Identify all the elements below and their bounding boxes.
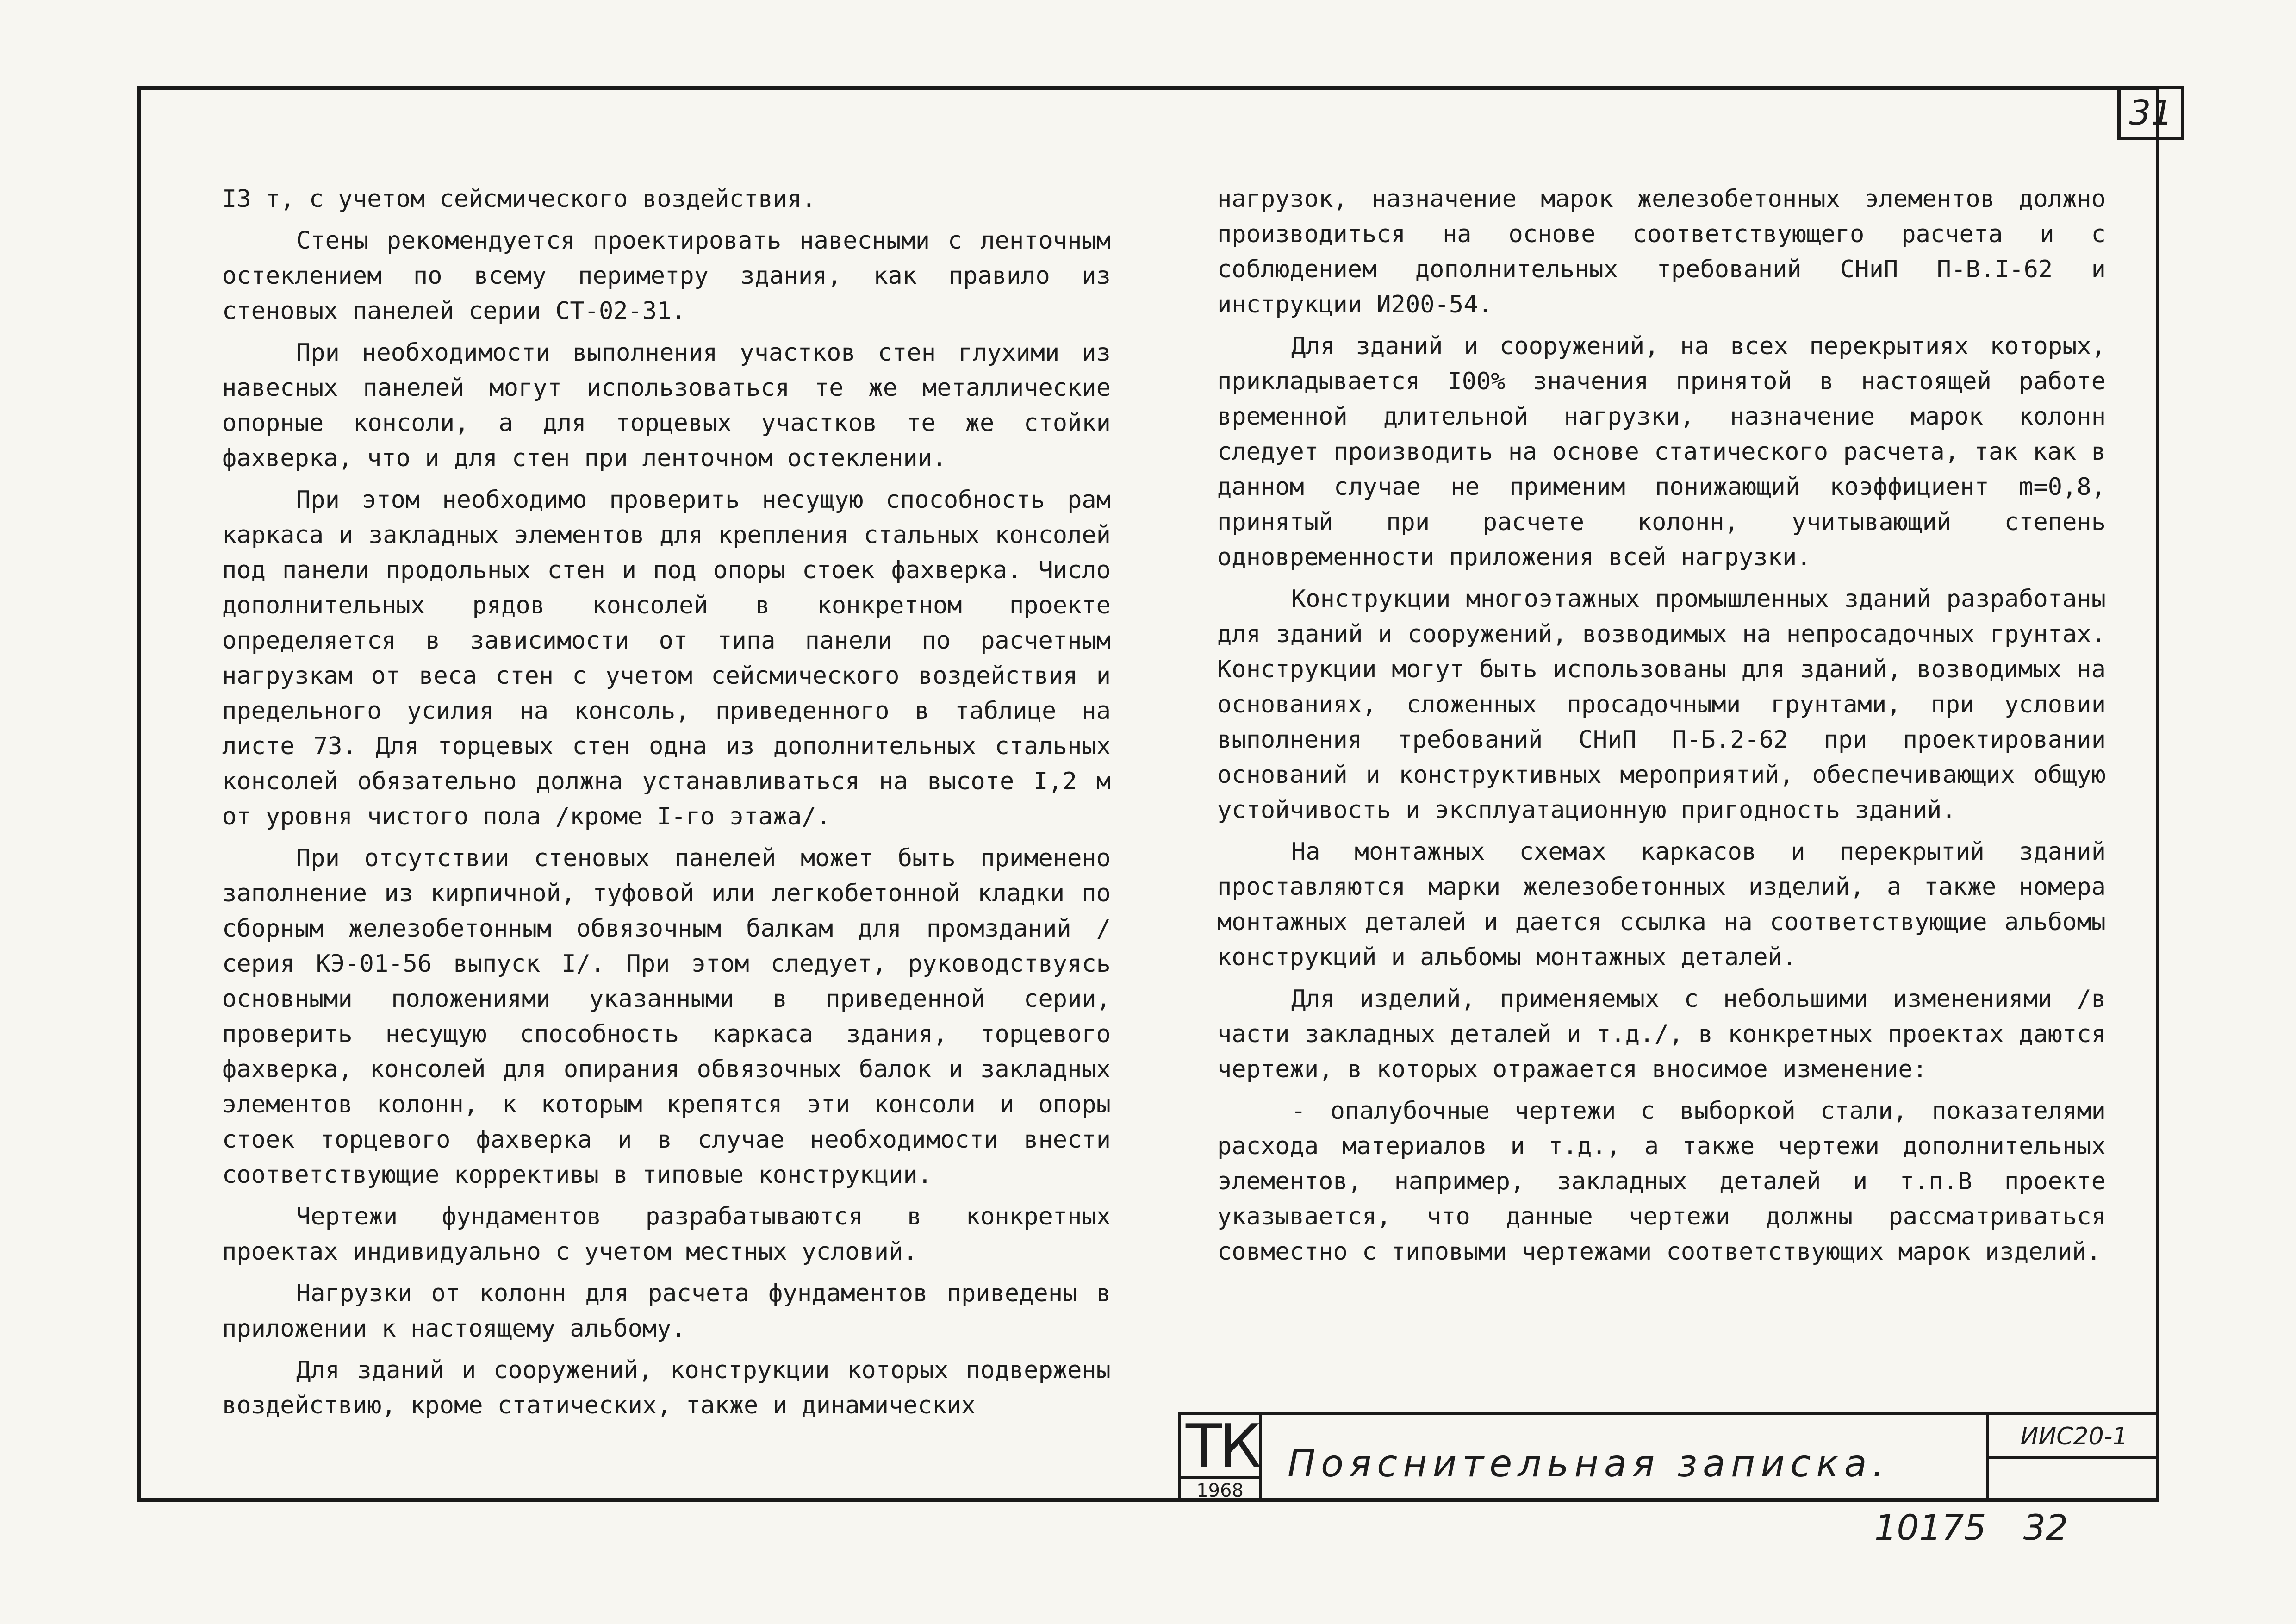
paragraph: - опалубочные чертежи с выборкой стали, показателями расхода материалов и т.д., а также чертежи дополнительных элементов, например, закладных деталей и т.п.В проекте указывается, что данные чертежи должны рассматриваться совместно с типовыми чертежами соответствующих марок изделий. (1217, 1097, 2106, 1266)
right-column (1217, 181, 2106, 1276)
tk-logo: ТК (1186, 1412, 1259, 1481)
paragraph: Для зданий и сооружений, на всех перекрытиях которых, прикладывается I00% значения принятой в настоящей работе временной длительной нагрузки, назначение марок колонн следует производить на основе статического расчета, так как в данном случае не применим понижающий коэффициент m=0,8, принятый при расчете колонн, учитывающий степень одновременности приложения всей нагрузки. (1217, 332, 2106, 571)
paragraph: Нагрузки от колонн для расчета фундаментов приведены в приложении к настоящему альбому. (222, 1280, 1111, 1343)
archive-number: 10175 (1874, 1507, 1986, 1548)
paragraph: При необходимости выполнения участков стен глухими из навесных панелей могут использоваться те же металлические опорные консоли, а для торцевых участков те же стойки фахверка, что и для стен при ленточном остеклении. (222, 339, 1111, 472)
paragraph: При этом необходимо проверить несущую способность рам каркаса и закладных элементов для крепления стальных консолей под панели продольных стен и под опоры стоек фахверка. Число дополнительных рядов консолей в конкретном проекте определяется в зависимости от типа панели по расчетным нагрузкам от веса стен с учетом сейсмического воздействия и предельного усилия на консоль, приведенного в таблице на листе 73. Для торцевых стен одна из дополнительных стальных консолей обязательно должна устанавливаться на высоте I,2 м от уровня чистого пола /кроме I-го этажа/. (222, 486, 1111, 831)
document-title: Пояснительная записка. (1288, 1442, 1890, 1485)
paragraph: Для изделий, применяемых с небольшими изменениями /в части закладных деталей и т.д./, в конкретных проектах даются чертежи, в которых отражается вносимое изменение: (1217, 985, 2106, 1083)
paragraph: I3 т, с учетом сейсмического воздействия. (222, 185, 816, 213)
paragraph: При отсутствии стеновых панелей может быть применено заполнение из кирпичной, туфовой или легкобетонной кладки по сборным железобетонным обвязочным балкам для промзданий /серия КЭ-01-56 выпуск I/. При этом следует, руководствуясь основными положениями указанными в приведенной серии, проверить несущую способность каркаса здания, торцевого фахверка, консолей для опирания обвязочных балок и закладных элементов колонн, к которым крепятся эти консоли и опоры стоек торцевого фахверка и в случае необходимости внести соответствующие коррективы в типовые конструкции. (222, 844, 1111, 1189)
paragraph: нагрузок, назначение марок железобетонных элементов должно производиться на основе соответствующего расчета и с соблюдением дополнительных требований СНиП П-В.I-62 и инструкции И200-54. (1217, 185, 2106, 319)
tk-cell (1181, 1412, 1262, 1502)
title-block (1178, 1412, 2159, 1502)
paragraph: Для зданий и сооружений, конструкции которых подвержены воздействию, кроме статических, также и динамических (222, 1356, 1111, 1419)
series-code: ИИС20-1 (1989, 1420, 2159, 1459)
paragraph: Конструкции многоэтажных промышленных зданий разработаны для зданий и сооружений, возводимых на непросадочных грунтах. Конструкции могут быть использованы для зданий, возводимых на основаниях, сложенных просадочными грунтами, при условии выполнения требований СНиП П-Б.2-62 при проектировании оснований и конструктивных мероприятий, обеспечивающих общую устойчивость и эксплуатационную пригодность зданий. (1217, 585, 2106, 824)
paragraph: Чертежи фундаментов разрабатываются в конкретных проектах индивидуально с учетом местных условий. (222, 1203, 1111, 1266)
left-column (222, 181, 1111, 1430)
sheet-number: 31 (2117, 86, 2184, 140)
paragraph: На монтажных схемах каркасов и перекрытий зданий проставляются марки железобетонных изделий, а также номера монтажных деталей и дается ссылка на соответствующие альбомы конструкций и альбомы монтажных деталей. (1217, 838, 2106, 971)
archive-stamp (1874, 1507, 2068, 1548)
page-number: 32 (2023, 1507, 2068, 1548)
year: 1968 (1181, 1476, 1259, 1502)
series-code-cell (1986, 1415, 2159, 1502)
paragraph: Стены рекомендуется проектировать навесными с ленточным остеклением по всему периметру здания, как правило из стеновых панелей серии СТ-02-31. (222, 227, 1111, 325)
